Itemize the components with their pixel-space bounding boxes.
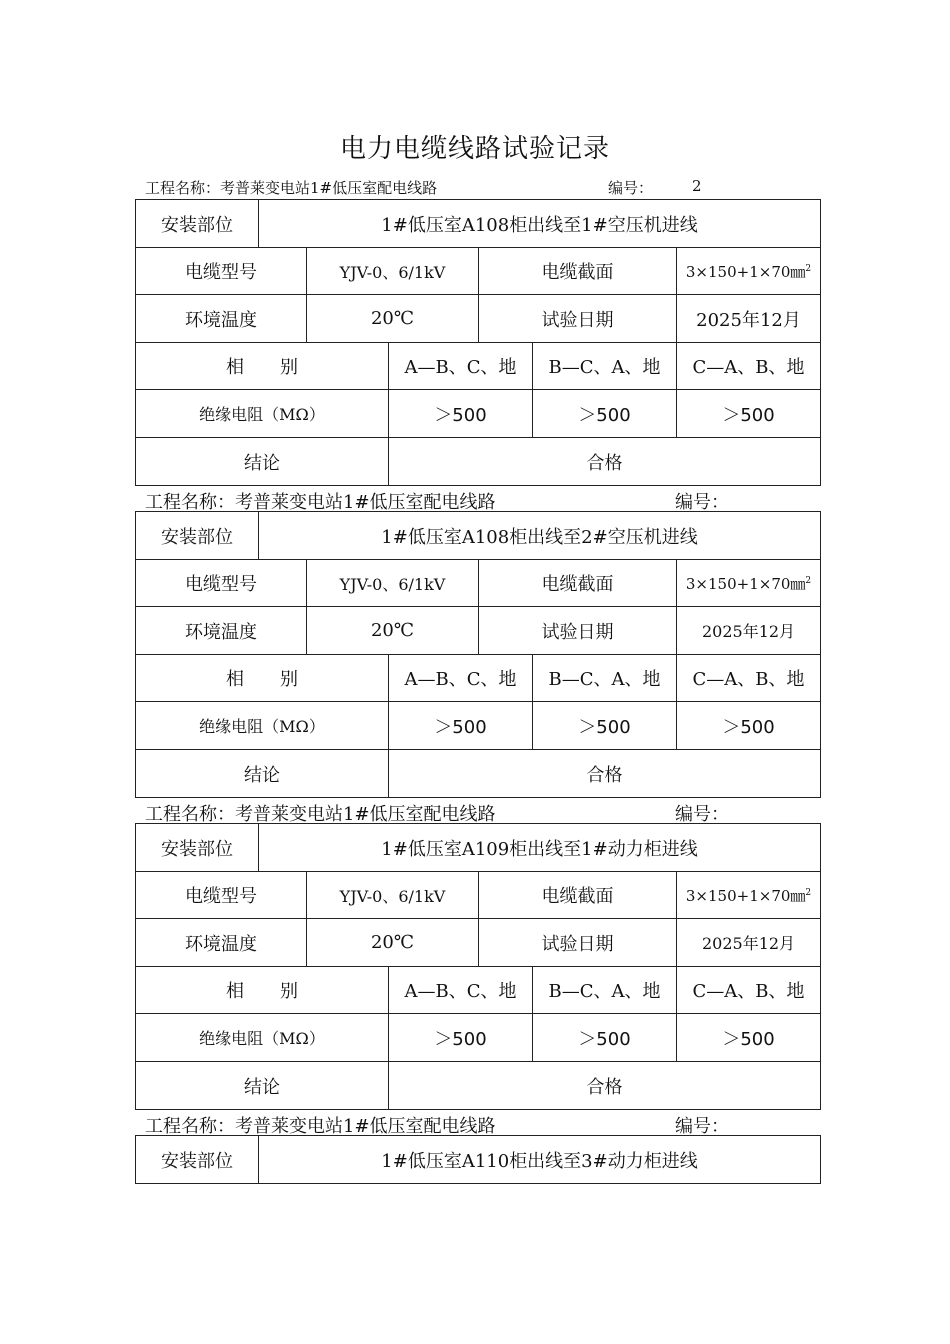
document-title: 电力电缆线路试验记录 (339, 134, 610, 164)
test-date-label: 试验日期 (479, 919, 677, 967)
phase-label: 相 别 (136, 967, 389, 1014)
cable-section-value: 3×150+1×70㎜$^2$ (677, 248, 821, 295)
conclusion-label: 结论 (136, 1062, 389, 1110)
insulation-a: ＞500 (389, 390, 533, 438)
cable-section-label: 电缆截面 (479, 872, 677, 919)
conclusion-value: 合格 (389, 438, 821, 486)
ambient-temp-label: 环境温度 (136, 607, 307, 655)
ambient-temp-value: 20℃ (307, 919, 479, 967)
phase-label: 相 别 (136, 655, 389, 702)
insulation-label: 绝缘电阻（MΩ） (136, 1014, 389, 1062)
install-location-label: 安装部位 (136, 200, 259, 248)
conclusion-value: 合格 (389, 1062, 821, 1110)
install-location-value: 1#低压室A110柜出线至3#动力柜进线 (259, 1136, 821, 1184)
project-name: 工程名称：考普莱变电站1#低压室配电线路 (145, 1116, 496, 1137)
test-date-label: 试验日期 (479, 607, 677, 655)
number-label: 编号： (675, 1116, 729, 1137)
number-label: 编号： (675, 492, 729, 513)
ambient-temp-value: 20℃ (307, 607, 479, 655)
record-1-header (145, 177, 825, 199)
number-label: 编号： (675, 804, 729, 825)
record-1-table (135, 199, 821, 486)
insulation-b: ＞500 (533, 390, 677, 438)
number-value: 2 (692, 177, 702, 195)
test-date-value: 2025年12月 (677, 295, 821, 343)
cable-model-value: YJV-0、6/1kV (307, 872, 479, 919)
cable-section-value: 3×150+1×70㎜$^2$ (677, 872, 821, 919)
cable-section-label: 电缆截面 (479, 248, 677, 295)
project-name: 工程名称：考普莱变电站1#低压室配电线路 (145, 804, 496, 825)
phase-c: C—A、B、地 (677, 967, 821, 1014)
install-location-label: 安装部位 (136, 512, 259, 560)
install-location-value: 1#低压室A108柜出线至2#空压机进线 (259, 512, 821, 560)
phase-label: 相 别 (136, 343, 389, 390)
insulation-b: ＞500 (533, 1014, 677, 1062)
insulation-c: ＞500 (677, 390, 821, 438)
test-date-value: 2025年12月 (677, 607, 821, 655)
phase-b: B—C、A、地 (533, 967, 677, 1014)
insulation-c: ＞500 (677, 702, 821, 750)
phase-a: A—B、C、地 (389, 655, 533, 702)
project-name: 工程名称：考普莱变电站1#低压室配电线路 (145, 179, 438, 197)
phase-c: C—A、B、地 (677, 343, 821, 390)
phase-c: C—A、B、地 (677, 655, 821, 702)
install-location-label: 安装部位 (136, 1136, 259, 1184)
record-4-header (145, 1112, 825, 1137)
record-3-table (135, 823, 821, 1110)
cable-model-label: 电缆型号 (136, 872, 307, 919)
insulation-a: ＞500 (389, 702, 533, 750)
cable-model-value: YJV-0、6/1kV (307, 560, 479, 607)
number-label: 编号： (608, 179, 654, 197)
insulation-label: 绝缘电阻（MΩ） (136, 390, 389, 438)
phase-b: B—C、A、地 (533, 343, 677, 390)
insulation-a: ＞500 (389, 1014, 533, 1062)
record-2-header (145, 488, 825, 513)
cable-model-label: 电缆型号 (136, 248, 307, 295)
insulation-c: ＞500 (677, 1014, 821, 1062)
ambient-temp-label: 环境温度 (136, 919, 307, 967)
ambient-temp-value: 20℃ (307, 295, 479, 343)
insulation-label: 绝缘电阻（MΩ） (136, 702, 389, 750)
install-location-label: 安装部位 (136, 824, 259, 872)
conclusion-label: 结论 (136, 438, 389, 486)
insulation-b: ＞500 (533, 702, 677, 750)
phase-a: A—B、C、地 (389, 343, 533, 390)
phase-b: B—C、A、地 (533, 655, 677, 702)
project-name: 工程名称：考普莱变电站1#低压室配电线路 (145, 492, 496, 513)
record-2-table (135, 511, 821, 798)
record-4-table (135, 1135, 821, 1184)
conclusion-value: 合格 (389, 750, 821, 798)
ambient-temp-label: 环境温度 (136, 295, 307, 343)
cable-model-value: YJV-0、6/1kV (307, 248, 479, 295)
test-date-value: 2025年12月 (677, 919, 821, 967)
cable-section-value: 3×150+1×70㎜$^2$ (677, 560, 821, 607)
conclusion-label: 结论 (136, 750, 389, 798)
install-location-value: 1#低压室A109柜出线至1#动力柜进线 (259, 824, 821, 872)
cable-section-label: 电缆截面 (479, 560, 677, 607)
install-location-value: 1#低压室A108柜出线至1#空压机进线 (259, 200, 821, 248)
cable-model-label: 电缆型号 (136, 560, 307, 607)
test-date-label: 试验日期 (479, 295, 677, 343)
phase-a: A—B、C、地 (389, 967, 533, 1014)
record-3-header (145, 800, 825, 825)
